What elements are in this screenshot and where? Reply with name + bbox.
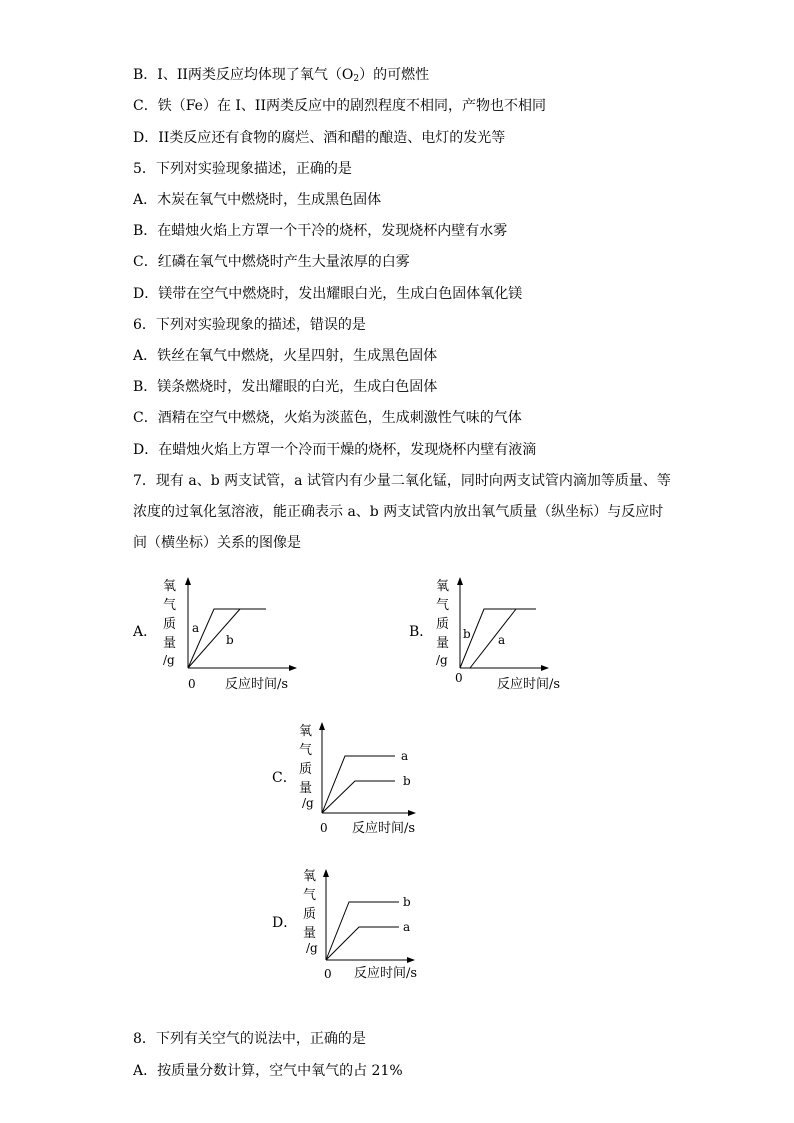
origin-label: 0 [455, 671, 463, 685]
graph-b-label: B． [409, 624, 434, 640]
q5-option-c: C．红磷在氧气中燃烧时产生大量浓厚的白雾 [133, 254, 410, 270]
y-label-char-4: 量 [299, 781, 313, 796]
y-label-char-2: 气 [299, 743, 313, 758]
question-7-line-2: 浓度的过氧化氢溶液，能正确表示 a、b 两支试管内放出氧气质量（纵坐标）与反应时 [133, 504, 664, 520]
y-label-char-1: 氧 [436, 579, 450, 594]
subscript: 2 [353, 74, 360, 84]
q5-option-a: A．木炭在氧气中燃烧时，生成黑色固体 [133, 192, 382, 208]
curve-b [326, 902, 399, 960]
question-6: 6．下列对实验现象的描述，错误的是 [133, 317, 366, 333]
option-c-line: C．铁（Fe）在 I、II两类反应中的剧烈程度不相同，产物也不相同 [133, 98, 546, 114]
y-label-char-3: 质 [436, 617, 450, 632]
origin-label: 0 [188, 677, 196, 691]
option-b-text: B．I、II两类反应均体现了氧气（O [133, 67, 354, 83]
y-label-char-2: 气 [436, 598, 450, 613]
graph-d-label: D． [272, 915, 298, 931]
q5-option-b: B．在蜡烛火焰上方罩一个干冷的烧杯，发现烧杯内壁有水雾 [133, 223, 508, 239]
option-b-line [133, 65, 429, 89]
curve-label-a: a [401, 749, 409, 763]
y-label-char-1: 氧 [163, 579, 177, 594]
curve-label-a: a [192, 621, 200, 635]
question-8: 8．下列有关空气的说法中，正确的是 [133, 1031, 366, 1047]
curve-label-a: a [498, 633, 506, 647]
q8-option-a: A．按质量分数计算，空气中氧气的占 21% [133, 1063, 403, 1079]
curve-label-b: b [403, 774, 411, 788]
x-axis-label: 反应时间/s [497, 677, 561, 692]
curve-label-b: b [463, 627, 471, 641]
curve-a [470, 609, 516, 668]
graph-c-label: C． [272, 770, 297, 786]
y-label-char-1: 氧 [303, 869, 317, 884]
question-5: 5．下列对实验现象描述，正确的是 [133, 161, 352, 177]
x-axis-label: 反应时间/s [354, 966, 418, 981]
q5-option-d: D．镁带在空气中燃烧时，发出耀眼白光，生成白色固体氧化镁 [133, 286, 523, 302]
graph-b [424, 572, 574, 697]
curve-label-b: b [226, 633, 234, 647]
y-unit: /g [436, 653, 448, 667]
y-label-char-2: 气 [163, 598, 177, 613]
option-d-line: D．II类反应还有食物的腐烂、酒和醋的酿造、电灯的发光等 [133, 130, 506, 146]
y-label-char-2: 气 [303, 888, 317, 903]
y-label-char-3: 质 [299, 762, 313, 777]
question-7-line-1: 7．现有 a、b 两支试管，a 试管内有少量二氧化锰，同时向两支试管内滴加等质量、等 [133, 473, 671, 489]
y-unit: /g [163, 653, 175, 667]
graph-d [299, 862, 439, 987]
x-axis-label: 反应时间/s [225, 677, 289, 692]
y-label-char-1: 氧 [299, 724, 313, 739]
y-label-char-3: 质 [303, 907, 317, 922]
y-unit: /g [302, 796, 314, 810]
y-label-char-4: 量 [163, 636, 177, 651]
q6-option-a: A．铁丝在氧气中燃烧，火星四射，生成黑色固体 [133, 348, 438, 364]
y-label-char-4: 量 [303, 926, 317, 941]
question-7-line-3: 间（横坐标）关系的图像是 [133, 535, 301, 551]
option-b-text-end: ）的可燃性 [359, 67, 430, 83]
q6-option-b: B．镁条燃烧时，发出耀眼的白光，生成白色固体 [133, 379, 438, 395]
origin-label: 0 [324, 967, 332, 981]
y-label-char-4: 量 [436, 636, 450, 651]
y-label-char-3: 质 [163, 617, 177, 632]
y-unit: /g [306, 941, 318, 955]
graph-a-label: A． [133, 624, 158, 640]
q6-option-c: C．酒精在空气中燃烧，火焰为淡蓝色，生成刺激性气味的气体 [133, 410, 522, 426]
x-axis-label: 反应时间/s [352, 821, 416, 836]
graph-a [150, 572, 300, 697]
curve-a [322, 756, 395, 813]
origin-label: 0 [320, 821, 328, 835]
curve-label-b: b [403, 895, 411, 909]
graph-c [295, 716, 435, 841]
q6-option-d: D．在蜡烛火焰上方罩一个冷而干燥的烧杯，发现烧杯内壁有液滴 [133, 442, 537, 458]
curve-label-a: a [403, 920, 411, 934]
